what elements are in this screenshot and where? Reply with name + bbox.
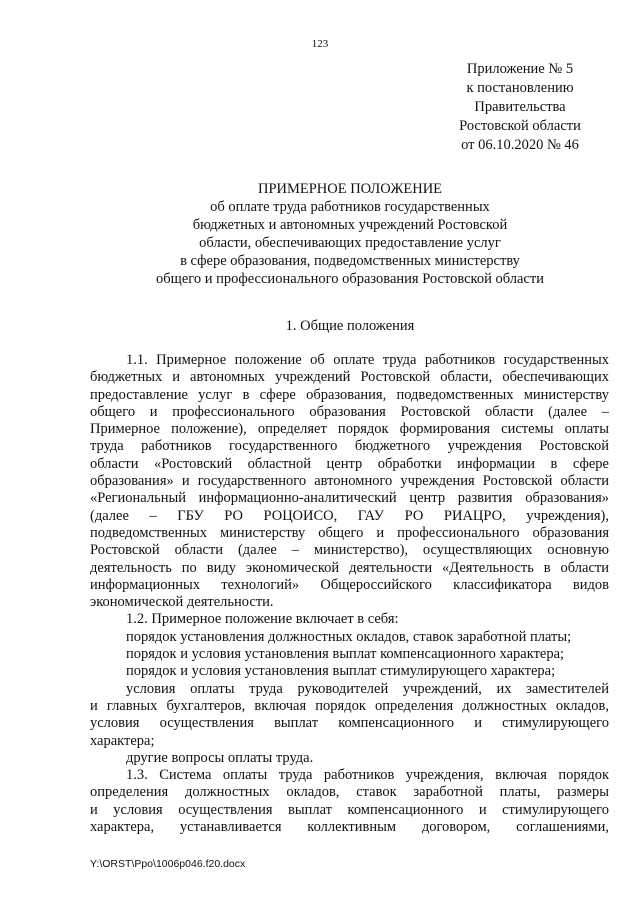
body-line: общего и профессионального образования Ростовской области (далее – xyxy=(90,403,609,420)
body-line: 1.3. Система оплаты труда работников учреждения, включая порядок xyxy=(126,767,609,784)
title-line: в сфере образования, подведомственных министерству xyxy=(180,253,520,269)
body-line: Примерное положение), определяет порядок формирования системы оплаты xyxy=(90,421,609,438)
body-line: предоставление услуг в сфере образования, подведомственных министерству xyxy=(90,386,609,403)
body-line: условия осуществления выплат компенсационного и стимулирующего xyxy=(90,715,609,732)
body-line: определения должностных окладов, ставок заработной платы, размеры xyxy=(90,784,609,801)
appendix-line: к постановлению xyxy=(466,80,574,96)
body-line: 1.2. Примерное положение включает в себя: xyxy=(126,611,399,628)
body-line: информационных технологий» Общероссийского классификатора видов xyxy=(90,576,609,593)
body-line: области «Ростовский областной центр обработки информации в сфере xyxy=(90,455,609,472)
appendix-block xyxy=(440,60,600,155)
body-text xyxy=(90,352,609,836)
body-line: и условия осуществления выплат компенсационного и стимулирующего xyxy=(90,801,609,818)
file-path-footer: Y:\ORST\Ppo\1006p046.f20.docx xyxy=(90,858,246,870)
body-line: порядок и условия установления выплат компенсационного характера; xyxy=(126,646,565,663)
body-line: и главных бухгалтеров, включая порядок определения должностных окладов, xyxy=(90,697,609,714)
title-line: общего и профессионального образования Ростовской области xyxy=(156,271,544,287)
section-heading: 1. Общие положения xyxy=(285,318,415,334)
body-line: подведомственных министерству общего и профессионального образования xyxy=(90,524,609,541)
body-line: характера, устанавливается коллективным договором, соглашениями, xyxy=(90,819,609,836)
appendix-line: от 06.10.2020 № 46 xyxy=(461,137,579,153)
body-line: «Региональный информационно-аналитический центр развития образования» xyxy=(90,490,609,507)
body-line: экономической деятельности. xyxy=(90,594,274,611)
document-title xyxy=(60,180,640,288)
body-line: образования» и государственного автономного учреждения Ростовской области xyxy=(90,473,609,490)
title-line: области, обеспечивающих предоставление услуг xyxy=(199,235,501,251)
appendix-line: Правительства xyxy=(474,99,566,115)
body-line: характера; xyxy=(90,732,155,749)
body-line: условия оплаты труда руководителей учреждений, их заместителей xyxy=(126,680,609,697)
body-line: бюджетных и автономных учреждений Ростовской области, обеспечивающих xyxy=(90,369,609,386)
page-number: 123 xyxy=(311,38,329,50)
title-line: об оплате труда работников государственных xyxy=(210,199,490,215)
title-line: бюджетных и автономных учреждений Ростовской xyxy=(192,217,508,233)
body-line: Ростовской области (далее – министерство), осуществляющих основную xyxy=(90,542,609,559)
body-line: 1.1. Примерное положение об оплате труда работников государственных xyxy=(126,352,609,368)
appendix-line: Приложение № 5 xyxy=(466,61,574,77)
title-heading: ПРИМЕРНОЕ ПОЛОЖЕНИЕ xyxy=(257,181,443,197)
body-line: труда работников государственного бюджетного учреждения Ростовской xyxy=(90,438,609,455)
body-line: порядок установления должностных окладов, ставок заработной платы; xyxy=(126,628,572,645)
body-line: деятельность по виду экономической деятельности «Деятельность в области xyxy=(90,559,609,576)
body-line: другие вопросы оплаты труда. xyxy=(126,749,314,766)
appendix-line: Ростовской области xyxy=(459,118,581,134)
body-line: (далее – ГБУ РО РОЦОИСО, ГАУ РО РИАЦРО, учреждения), xyxy=(90,507,609,524)
body-line: порядок и условия установления выплат стимулирующего характера; xyxy=(126,663,556,680)
